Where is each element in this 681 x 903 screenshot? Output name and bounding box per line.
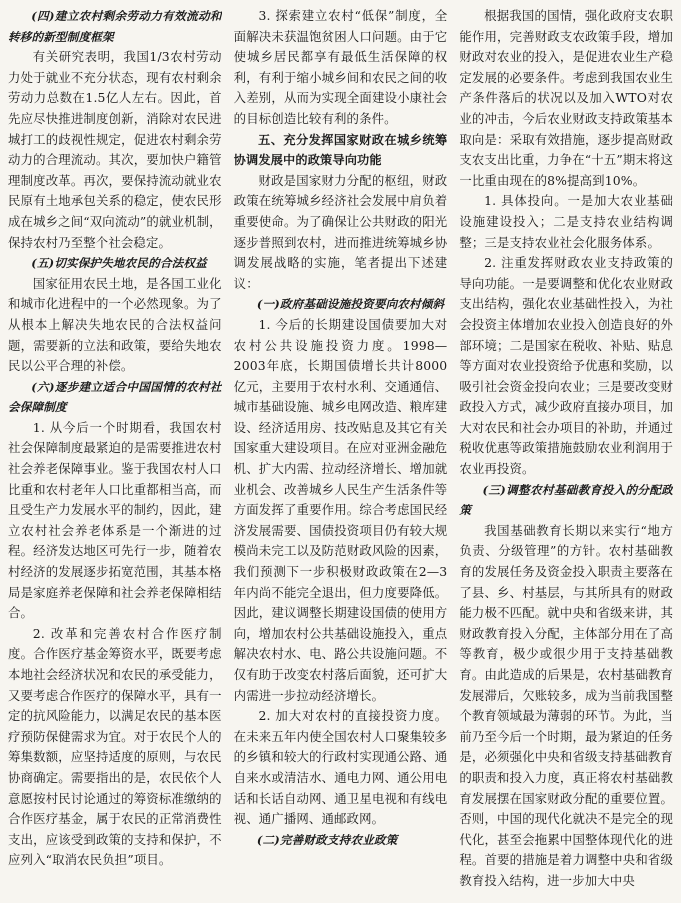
- subsection-heading: (一)政府基础设施投资要向农村倾斜: [256, 297, 445, 312]
- body-paragraph: 2. 注重发挥财政农业支持政策的导向功能。一是要调整和优化农业财政支出结构，强化农业基础性投入，为社会投资主体增加农业投入创造良好的外部环境；二是国家在税收、补贴、贴息等方面对农业投资给予优惠和奖励，以吸引社会资金投向农业；三是要改变财政投入方式，减少政府直接办项目，加大对农民和社会办项目的补助，并通过税收优惠等政策措施鼓励农业利润用于农业再投资。: [459, 255, 674, 477]
- column-middle: [234, 6, 448, 899]
- column-right: [459, 6, 673, 899]
- body-paragraph: 根据我国的国情，强化政府支农职能作用，完善财政支农政策手段，增加财政对农业的投入，是促进农业生产稳定发展的必要条件。考虑到我国农业生产条件落后的状况以及加入WTO对农业的冲击，今后农业财政支持政策基本取向是：采取有效措施，逐步提高财政支农支出比重，力争在“十五”期末将这一比重由现在的8%提高到10%。: [459, 8, 674, 188]
- body-paragraph: 2. 加大对农村的直接投资力度。在未来五年内使全国农村人口聚集较多的乡镇和较大的行政村实现通公路、通自来水或清洁水、通电力网、通公用电话和长话自动网、通卫星电视和有线电视、通广播网、通邮政网。: [233, 708, 448, 827]
- subsection-heading: (六)逐步建立适合中国国情的农村社会保障制度: [8, 379, 222, 415]
- subsection-heading: (五)切实保护失地农民的合法权益: [31, 256, 207, 271]
- body-paragraph: 1. 今后的长期建设国债要加大对农村公共设施投资力度。1998—2003年底，长期国债增长共计8000亿元，主要用于农村水利、交通通信、城市基础设施、城乡电网改造、粮库建设、经济适用房、技改贴息及其它有关国家重大建设项目。在应对亚洲金融危机、扩大内需、拉动经济增长、增加就业机会、改善城乡人民生产生活条件等方面发挥了重要作用。综合考虑国民经济发展需要、国债投资项目仍有较大规模尚未完工以及防范财政风险的因素，我们预测下一步积极财政政策在2—3年内尚不能完全退出，但力度要降低。因此，建议调整长期建设国债的使用方向，增加农村公共基础设施投入，重点解决农村水、电、路公共设施问题。不仅有助于改变农村落后面貌，还可扩大内需进一步拉动经济增长。: [233, 316, 448, 703]
- body-paragraph: 1. 从今后一个时期看，我国农村社会保障制度最紧迫的是需要推进农村社会养老保障事业。鉴于我国农村人口比重和农村老年人口比重都相当高，而且受生产力发展水平的制约，因此，建立农村社会养老体系是一个渐进的过程。经济发达地区可先行一步，随着农村经济的发展逐步拓宽范围，其基本格局是家庭养老保障和社会养老保障相结合。: [8, 419, 222, 621]
- body-paragraph: 有关研究表明，我国1/3农村劳动力处于就业不充分状态，现有农村剩余劳动力总数在1.5亿人左右。因此，首先应尽快推进制度创新，消除对农民进城打工的歧视性规定，促进农村剩余劳动力的合理流动。其次，要加快户籍管理制度改革。再次，要保持流动就业农民原有土地承包关系的稳定，使农民形成在城乡之间“双向流动”的就业机制，保持农村乃至整个社会稳定。: [8, 49, 222, 250]
- column-left: [8, 6, 222, 899]
- body-paragraph: 2. 改革和完善农村合作医疗制度。合作医疗基金筹资水平，既要考虑本地社会经济状况和农民的承受能力，又要考虑合作医疗的保障水平，具有一定的抗风险能力，以满足农民的基本医疗预防保健需求为宜。对于农民个人的筹集数额，应坚持适度的原则，与农民协商确定。需要指出的是，农民依个人意愿按村民讨论通过的筹资标准缴纳的合作医疗基金，属于农民的正常消费性支出，应该受到政策的支持和保护，不应列入“取消农民负担”项目。: [8, 625, 222, 868]
- section-heading: 五、充分发挥国家财政在城乡统筹协调发展中的政策导向功能: [233, 132, 448, 168]
- subsection-heading: (二)完善财政支持农业政策: [256, 832, 398, 847]
- body-paragraph: 国家征用农民土地，是各国工业化和城市化进程中的一个必然现象。为了从根本上解决失地农民的合法权益问题，需要新的立法和政策，要给失地农民以公平合理的补偿。: [8, 275, 222, 374]
- body-paragraph: 财政是国家财力分配的枢纽，财政政策在统筹城乡经济社会发展中肩负着重要使命。为了确保让公共财政的阳光逐步普照到农村，进而推进统筹城乡协调发展战略的实施，笔者提出下述建议：: [233, 172, 448, 291]
- body-paragraph: 3. 探索建立农村“低保”制度，全面解决未获温饱贫困人口问题。由于它使城乡居民都享有最低生活保障的权利，有利于缩小城乡间和农民之间的收入差别，从而为实现全面建设小康社会的目标创造比较有利的条件。: [233, 8, 448, 126]
- body-paragraph: 我国基础教育长期以来实行“地方负责、分级管理”的方针。农村基础教育的发展任务及资金投入职责主要落在了县、乡、村基层，与其所具有的财政能力极不匹配。就中央和省级来讲，其财政教育投入分配，主体部分用在了高等教育，极少或很少用于支持基础教育。由此造成的后果是，农村基础教育发展滞后，欠账较多，成为当前我国整个教育领域最为薄弱的环节。为此，当前乃至今后一个时期，最为紧迫的任务是，必须强化中央和省级支持基础教育的职责和投入力度，真正将农村基础教育发展摆在国家财政分配的重要位置。否则，中国的现代化就决不是完全的现代化，甚至会拖累中国整体现代化的进程。首要的措施是着力调整中央和省级教育投入结构，进一步加大中央: [459, 522, 674, 888]
- body-paragraph: 1. 具体投向。一是加大农业基础设施建设投入；二是支持农业结构调整；三是支持农业社会化服务体系。: [459, 193, 674, 250]
- subsection-heading: (三)调整农村基础教育投入的分配政策: [459, 482, 674, 518]
- subsection-heading: (四)建立农村剩余劳动力有效流动和转移的新型制度框架: [8, 9, 222, 44]
